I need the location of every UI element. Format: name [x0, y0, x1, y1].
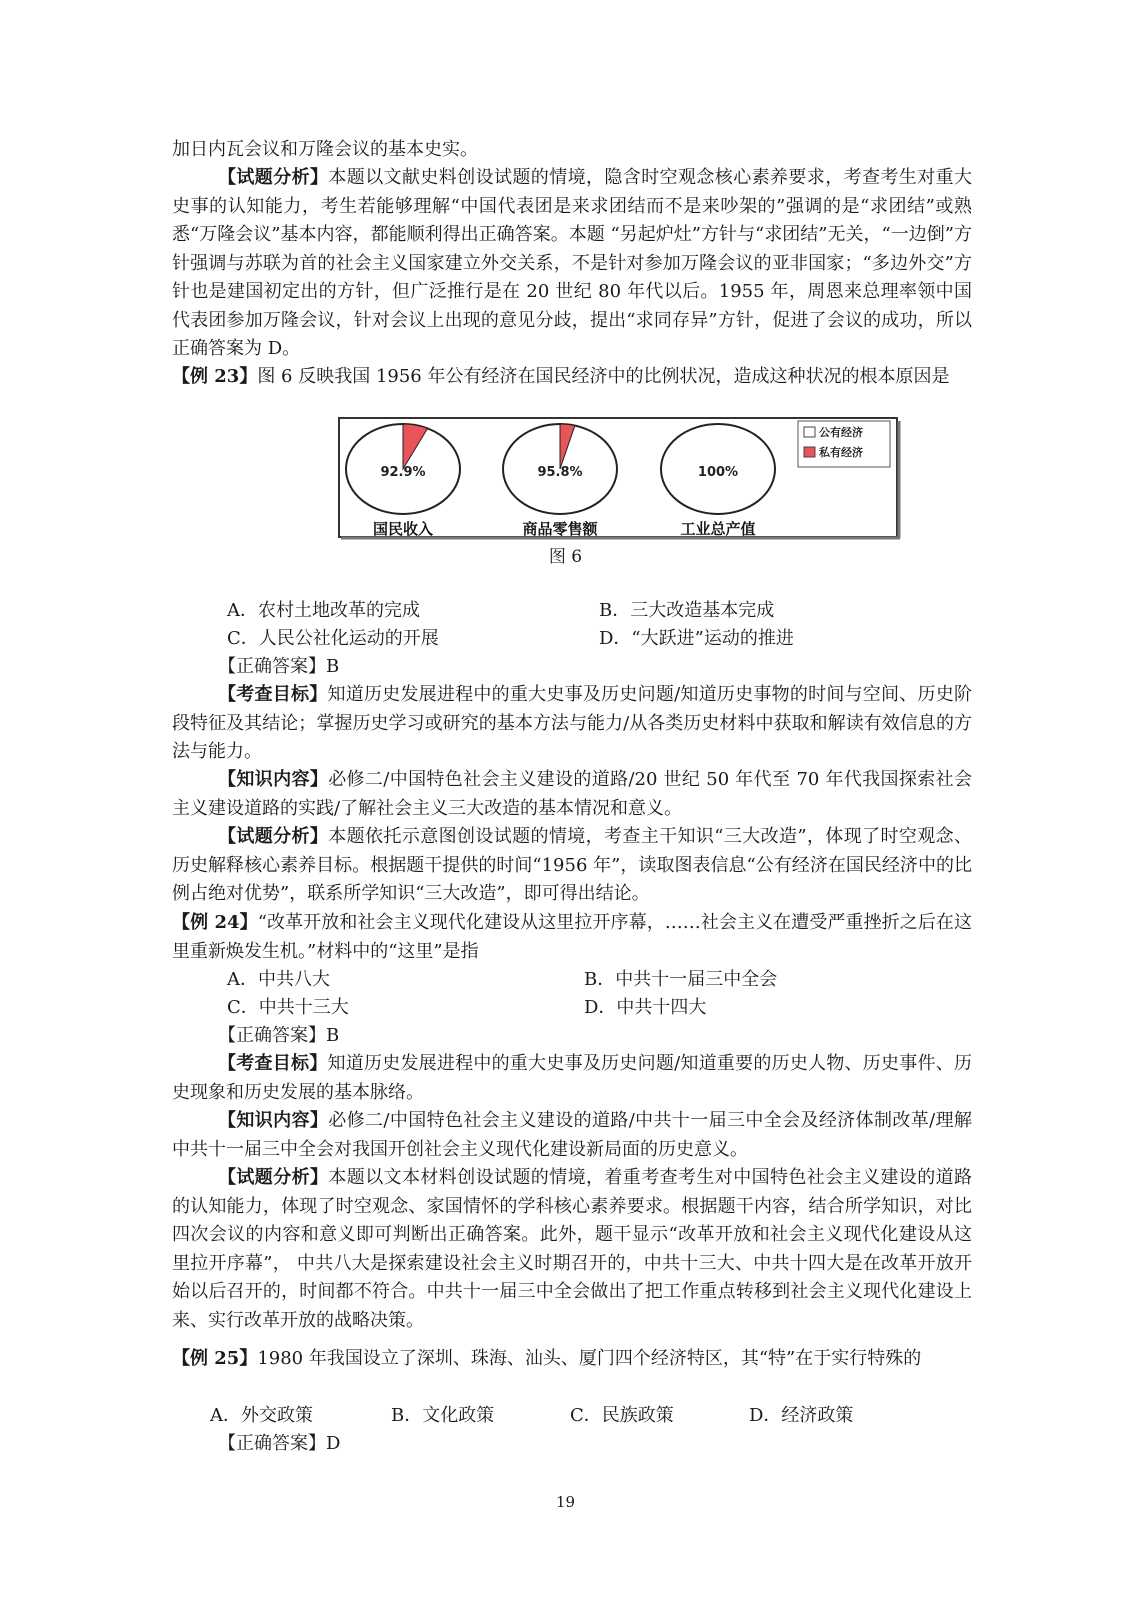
ex24-knowledge	[172, 1107, 972, 1164]
ex23-option-a: A．农村土地改革的完成	[227, 600, 420, 621]
pie-category-label: 商品零售额	[522, 520, 598, 538]
ex25-option-b: B．文化政策	[391, 1405, 495, 1426]
legend-swatch-private	[804, 447, 815, 457]
ex23-option-c: C．人民公社化运动的开展	[227, 628, 439, 649]
legend-label-private: 私有经济	[819, 446, 863, 459]
pie-chart-figure	[338, 417, 912, 542]
pie-value-label: 92.9%	[380, 465, 426, 480]
ex23-goal-text: 知道历史发展进程中的重大史事及历史问题/知道历史事物的时间与空间、历史阶段特征及其结论；掌握历史学习或研究的基本方法与能力/从各类历史材料中获取和解读有效信息的方法与能力。	[172, 684, 973, 762]
example-25-question	[172, 1345, 972, 1374]
ex24-goal-text: 知道历史发展进程中的重大史事及历史问题/知道重要的历史人物、历史事件、历史现象和历史发展的基本脉络。	[172, 1053, 973, 1103]
ex23-analysis	[172, 823, 972, 909]
ex24-analysis-text: 本题以文本材料创设试题的情境，着重考查考生对中国特色社会主义建设的道路的认知能力，体现了时空观念、家国情怀的学科核心素养要求。根据题干内容，结合所学知识，对比四次会议的内容和意义即可判断出正确答案。此外，题干显示“改革开放和社会主义现代化建设从这里拉开序幕”， 中共八大是探索建设社会主义时期召开的，中共十三大、中共十四大是在改革开放开始以后召开的，时间都不符合。中共十一届三中全会做出了把工作重点转移到社会主义现代化建设上来、实行改革开放的战略决策。	[172, 1167, 973, 1331]
ex24-option-b: B．中共十一届三中全会	[584, 969, 778, 990]
ex24-knowledge-text: 必修二/中国特色社会主义建设的道路/中共十一届三中全会及经济体制改革/理解中共十一届三中全会对我国开创社会主义现代化建设新局面的历史意义。	[172, 1110, 972, 1160]
section-tag: 【考查目标】	[218, 684, 328, 705]
section-tag: 【知识内容】	[218, 1110, 329, 1131]
ex23-option-b: B．三大改造基本完成	[599, 600, 775, 621]
section-tag: 【试题分析】	[218, 826, 329, 847]
section-tag: 【试题分析】	[218, 1167, 329, 1188]
analysis-22	[172, 164, 972, 364]
pie-category-label: 国民收入	[372, 520, 434, 538]
legend-label-public: 公有经济	[819, 426, 863, 439]
analysis-22-text: 本题以文献史料创设试题的情境，隐含时空观念核心素养要求，考查考生对重大史事的认知能力，考生若能够理解“中国代表团是来求团结而不是来吵架的”强调的是“求团结”或熟悉“万隆会议”基本内容，都能顺利得出正确答案。本题 “另起炉灶”方针与“求团结”无关，“一边倒”方针强调与苏联为首的社会主义国家建立外交关系，不是针对参加万隆会议的亚非国家；“多边外交”方针也是建国初定出的方针，但广泛推行是在 20 世纪 80 年代以后。1955 年，周恩来总理率领中国代表团参加万隆会议，针对会议上出现的意见分歧，提出“求同存异”方针，促进了会议的成功，所以正确答案为 D。	[172, 167, 973, 359]
ex24-answer: 【正确答案】B	[218, 1025, 340, 1046]
example-24-text: “改革开放和社会主义现代化建设从这里拉开序幕，……社会主义在遭受严重挫折之后在这里重新焕发生机。”材料中的“这里”是指	[172, 912, 972, 962]
ex25-answer: 【正确答案】D	[218, 1433, 341, 1454]
example-24-question	[172, 909, 972, 966]
example-24-tag: 【例 24】	[172, 912, 258, 933]
pie-value-label: 95.8%	[537, 465, 583, 480]
ex24-option-a: A．中共八大	[227, 969, 330, 990]
example-23-tag: 【例 23】	[172, 366, 258, 387]
ex25-option-a: A．外交政策	[210, 1405, 313, 1426]
ex23-option-d: D．“大跃进”运动的推进	[599, 628, 794, 649]
example-23-text: 图 6 反映我国 1956 年公有经济在国民经济中的比例状况，造成这种状况的根本原因是	[257, 366, 950, 387]
ex24-goal	[172, 1050, 972, 1107]
ex23-knowledge-text: 必修二/中国特色社会主义建设的道路/20 世纪 50 年代至 70 年代我国探索社会主义建设道路的实践/了解社会主义三大改造的基本情况和意义。	[172, 769, 972, 819]
ex24-option-c: C．中共十三大	[227, 997, 349, 1018]
section-tag: 【试题分析】	[218, 167, 329, 188]
section-tag: 【知识内容】	[218, 769, 329, 790]
ex25-option-c: C．民族政策	[570, 1405, 674, 1426]
ex23-goal	[172, 681, 972, 767]
example-25-text: 1980 年我国设立了深圳、珠海、汕头、厦门四个经济特区，其“特”在于实行特殊的	[257, 1348, 922, 1369]
legend-swatch-public	[804, 427, 815, 437]
example-25-tag: 【例 25】	[172, 1348, 258, 1369]
ex24-analysis	[172, 1164, 972, 1335]
ex23-knowledge	[172, 766, 972, 823]
ex25-option-d: D．经济政策	[749, 1405, 854, 1426]
ex23-answer: 【正确答案】B	[218, 656, 340, 677]
section-tag: 【考查目标】	[218, 1053, 328, 1074]
page-number: 19	[555, 1493, 576, 1511]
ex23-analysis-text: 本题依托示意图创设试题的情境，考查主干知识“三大改造”，体现了时空观念、历史解释核心素养目标。根据题干提供的时间“1956 年”，读取图表信息“公有经济在国民经济中的比例占绝对优势”，联系所学知识“三大改造”，即可得出结论。	[172, 826, 973, 904]
ex24-option-d: D．中共十四大	[584, 997, 707, 1018]
pie-value-label: 100%	[697, 465, 739, 480]
example-23-question	[172, 363, 972, 392]
figure-caption: 图 6	[548, 547, 583, 567]
pie-category-label: 工业总产值	[680, 520, 756, 538]
paragraph-intro-end: 加日内瓦会议和万隆会议的基本史实。	[172, 139, 478, 160]
chart-legend	[798, 421, 890, 467]
